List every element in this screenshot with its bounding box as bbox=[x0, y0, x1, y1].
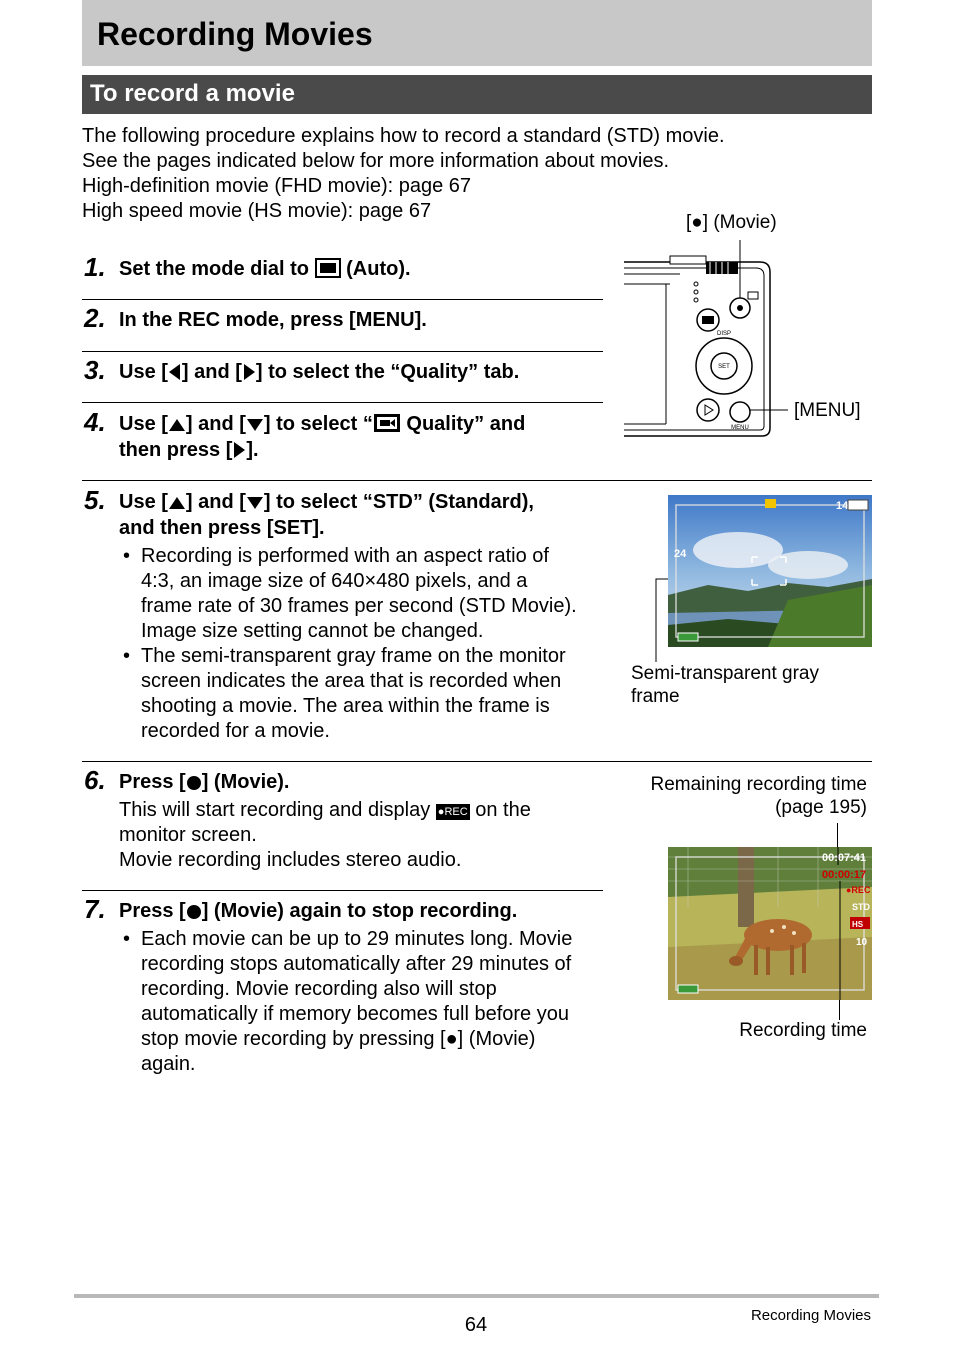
osd-ten: 10 bbox=[856, 937, 868, 948]
step-3-text: Use [ ] and [ ] to select the “Quality” tab. bbox=[119, 361, 520, 383]
step-number: 5. bbox=[84, 485, 106, 515]
step-4-text: Use [ ] and [ ] to select “ Quality” and then press [ ]. bbox=[119, 413, 526, 461]
running-title: Recording Movies bbox=[750, 1307, 871, 1324]
page-number: 64 bbox=[464, 1314, 488, 1336]
step-number: 1. bbox=[84, 252, 106, 282]
menu-label: MENU bbox=[731, 425, 749, 431]
step-number: 6. bbox=[84, 765, 106, 795]
gray-frame-caption: Semi-transparent gray frame bbox=[631, 663, 819, 707]
up-arrow-icon bbox=[168, 495, 186, 511]
intro-line: High speed movie (HS movie): page 67 bbox=[82, 200, 432, 222]
list-item: • Recording is performed with an aspect ratio of 4:3, an image size of 640×480 pixels, and a frame rate of 30 frames per second (STD Movie). Image size setting cannot be changed. bbox=[119, 544, 581, 644]
up-arrow-icon bbox=[168, 417, 186, 433]
divider bbox=[82, 299, 603, 300]
menu-button-caption: [MENU] bbox=[794, 400, 861, 421]
page-title: Recording Movies bbox=[97, 16, 373, 52]
right-arrow-icon bbox=[242, 363, 256, 381]
monitor-deer-photo bbox=[668, 847, 872, 1000]
monitor-landscape-photo bbox=[668, 495, 872, 647]
intro-line: High-definition movie (FHD movie): page 67 bbox=[82, 175, 472, 197]
remaining-time-caption: Remaining recording time (page 195) bbox=[650, 774, 867, 818]
step-number: 4. bbox=[84, 407, 106, 437]
left-arrow-icon bbox=[168, 363, 182, 381]
gray-frame-callout-line bbox=[652, 578, 672, 663]
remaining-time-leader bbox=[837, 823, 838, 847]
page-title-bar bbox=[82, 0, 872, 66]
osd-rec: ●REC bbox=[846, 885, 871, 895]
section-title-bar bbox=[82, 75, 872, 114]
intro-line: The following procedure explains how to record a standard (STD) movie. bbox=[82, 125, 725, 147]
record-dot-icon bbox=[186, 775, 202, 791]
divider bbox=[82, 480, 872, 481]
osd-shot-count: 14 bbox=[836, 500, 849, 512]
step-7-text: Press [ ] (Movie) again to stop recording. bbox=[119, 900, 518, 922]
movie-quality-icon bbox=[373, 413, 401, 433]
step-2-text: In the REC mode, press [MENU]. bbox=[119, 309, 427, 331]
list-item: • Each movie can be up to 29 minutes long. Movie recording stops automatically after 29 minutes of recording. Movie recording also will stop automatically if memory becomes full before you stop movie recording by pressing [●] (Movie) again. bbox=[119, 927, 591, 1077]
osd-hs: HS bbox=[852, 920, 864, 929]
divider bbox=[82, 890, 603, 891]
section-title: To record a movie bbox=[90, 80, 295, 107]
step-5-text: Use [ ] and [ ] to select “STD” (Standard), and then press [SET]. bbox=[119, 491, 534, 539]
osd-recording-time: 00:00:17 bbox=[822, 869, 867, 881]
down-arrow-icon bbox=[246, 417, 264, 433]
record-dot-icon bbox=[186, 904, 202, 920]
step-number: 7. bbox=[84, 894, 106, 924]
down-arrow-icon bbox=[246, 495, 264, 511]
step-6-text: Press [ ] (Movie). bbox=[119, 771, 290, 793]
list-item: • The semi-transparent gray frame on the monitor screen indicates the area that is recorded when shooting a movie. The area within the frame is recorded for a movie. bbox=[119, 644, 581, 744]
rec-badge-icon: ●REC bbox=[437, 806, 468, 818]
osd-remaining-time: 00:07:41 bbox=[822, 852, 867, 864]
step-1-text: Set the mode dial to (Auto). bbox=[119, 258, 411, 280]
step-7-bullets bbox=[119, 927, 591, 1077]
recording-time-caption: Recording time bbox=[739, 1020, 867, 1041]
divider bbox=[82, 761, 872, 762]
disp-label: DISP bbox=[716, 331, 732, 337]
auto-mode-icon bbox=[315, 258, 341, 278]
intro-line: See the pages indicated below for more information about movies. bbox=[82, 150, 670, 172]
set-label: SET bbox=[718, 364, 730, 370]
step-5-bullets bbox=[119, 544, 581, 744]
movie-button-caption: [●] (Movie) bbox=[686, 212, 777, 233]
divider bbox=[82, 351, 603, 352]
step-number: 2. bbox=[84, 303, 106, 333]
step-6-body: This will start recording and display ●REC on the monitor screen. Movie recording includes stereo audio. bbox=[119, 799, 531, 871]
recording-time-leader bbox=[839, 1000, 840, 1020]
osd-size: 24 bbox=[674, 548, 687, 560]
step-number: 3. bbox=[84, 355, 106, 385]
osd-std: STD bbox=[852, 902, 870, 912]
divider bbox=[82, 402, 603, 403]
right-arrow-icon bbox=[232, 441, 246, 459]
footer-rule bbox=[74, 1294, 879, 1298]
